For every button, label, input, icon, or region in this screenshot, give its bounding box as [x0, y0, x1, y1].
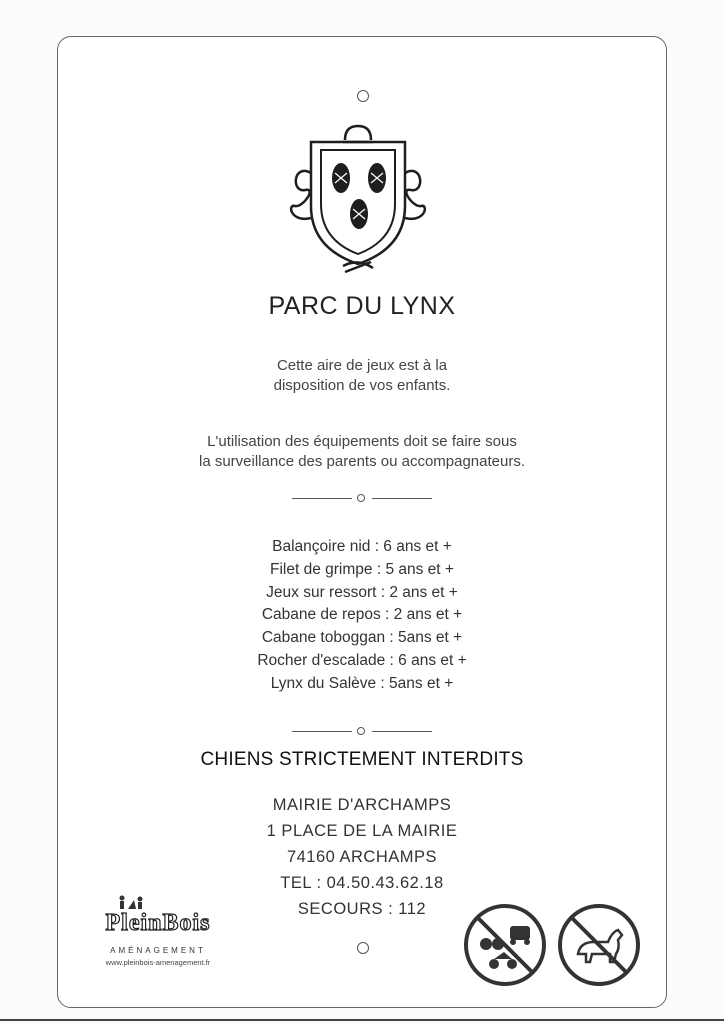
no-dogs-sign-icon [556, 902, 642, 988]
mounting-hole-bottom-icon [357, 942, 369, 954]
supervision-line: L'utilisation des équipements doit se faire sous [207, 433, 517, 450]
equipment-item: Lynx du Salève : 5ans et + [270, 674, 454, 692]
contact-city: 74160 ARCHAMPS [286, 848, 438, 866]
equipment-item: Rocher d'escalade : 6 ans et + [257, 651, 467, 669]
logo-subtitle: AMÉNAGEMENT [110, 946, 206, 955]
contact-street: 1 PLACE DE LA MAIRIE [266, 822, 458, 840]
supervision-line: la surveillance des parents ou accompagnateurs. [198, 453, 526, 470]
mounting-hole-top-icon [357, 90, 369, 102]
equipment-item: Cabane de repos : 2 ans et + [261, 606, 463, 624]
intro-text [57, 356, 667, 396]
supervision-text [57, 432, 667, 472]
scan-bottom-edge [0, 1019, 724, 1021]
contact-phone: TEL : 04.50.43.62.18 [280, 874, 444, 892]
park-title: PARC DU LYNX [268, 292, 456, 320]
contact-emergency: SECOURS : 112 [297, 900, 427, 918]
no-vehicles-sign-icon [462, 902, 548, 988]
equipment-item: Cabane toboggan : 5ans et + [261, 629, 463, 647]
equipment-age-list [57, 536, 667, 696]
coat-of-arms-icon [283, 118, 433, 278]
logo-website: www.pleinbois-amenagement.fr [105, 958, 211, 967]
equipment-item: Balançoire nid : 6 ans et + [272, 538, 452, 555]
dogs-prohibited-notice: CHIENS STRICTEMENT INTERDITS [200, 749, 524, 770]
equipment-item: Jeux sur ressort : 2 ans et + [266, 583, 458, 601]
intro-line: disposition de vos enfants. [273, 377, 451, 394]
intro-line: Cette aire de jeux est à la [276, 357, 448, 374]
equipment-item: Filet de grimpe : 5 ans et + [270, 560, 454, 578]
ornament-divider [292, 727, 432, 737]
contact-office: MAIRIE D'ARCHAMPS [272, 796, 452, 814]
ornament-divider [292, 494, 432, 504]
pleinbois-logo [78, 894, 238, 974]
logo-brand: PleinBois [105, 910, 211, 936]
